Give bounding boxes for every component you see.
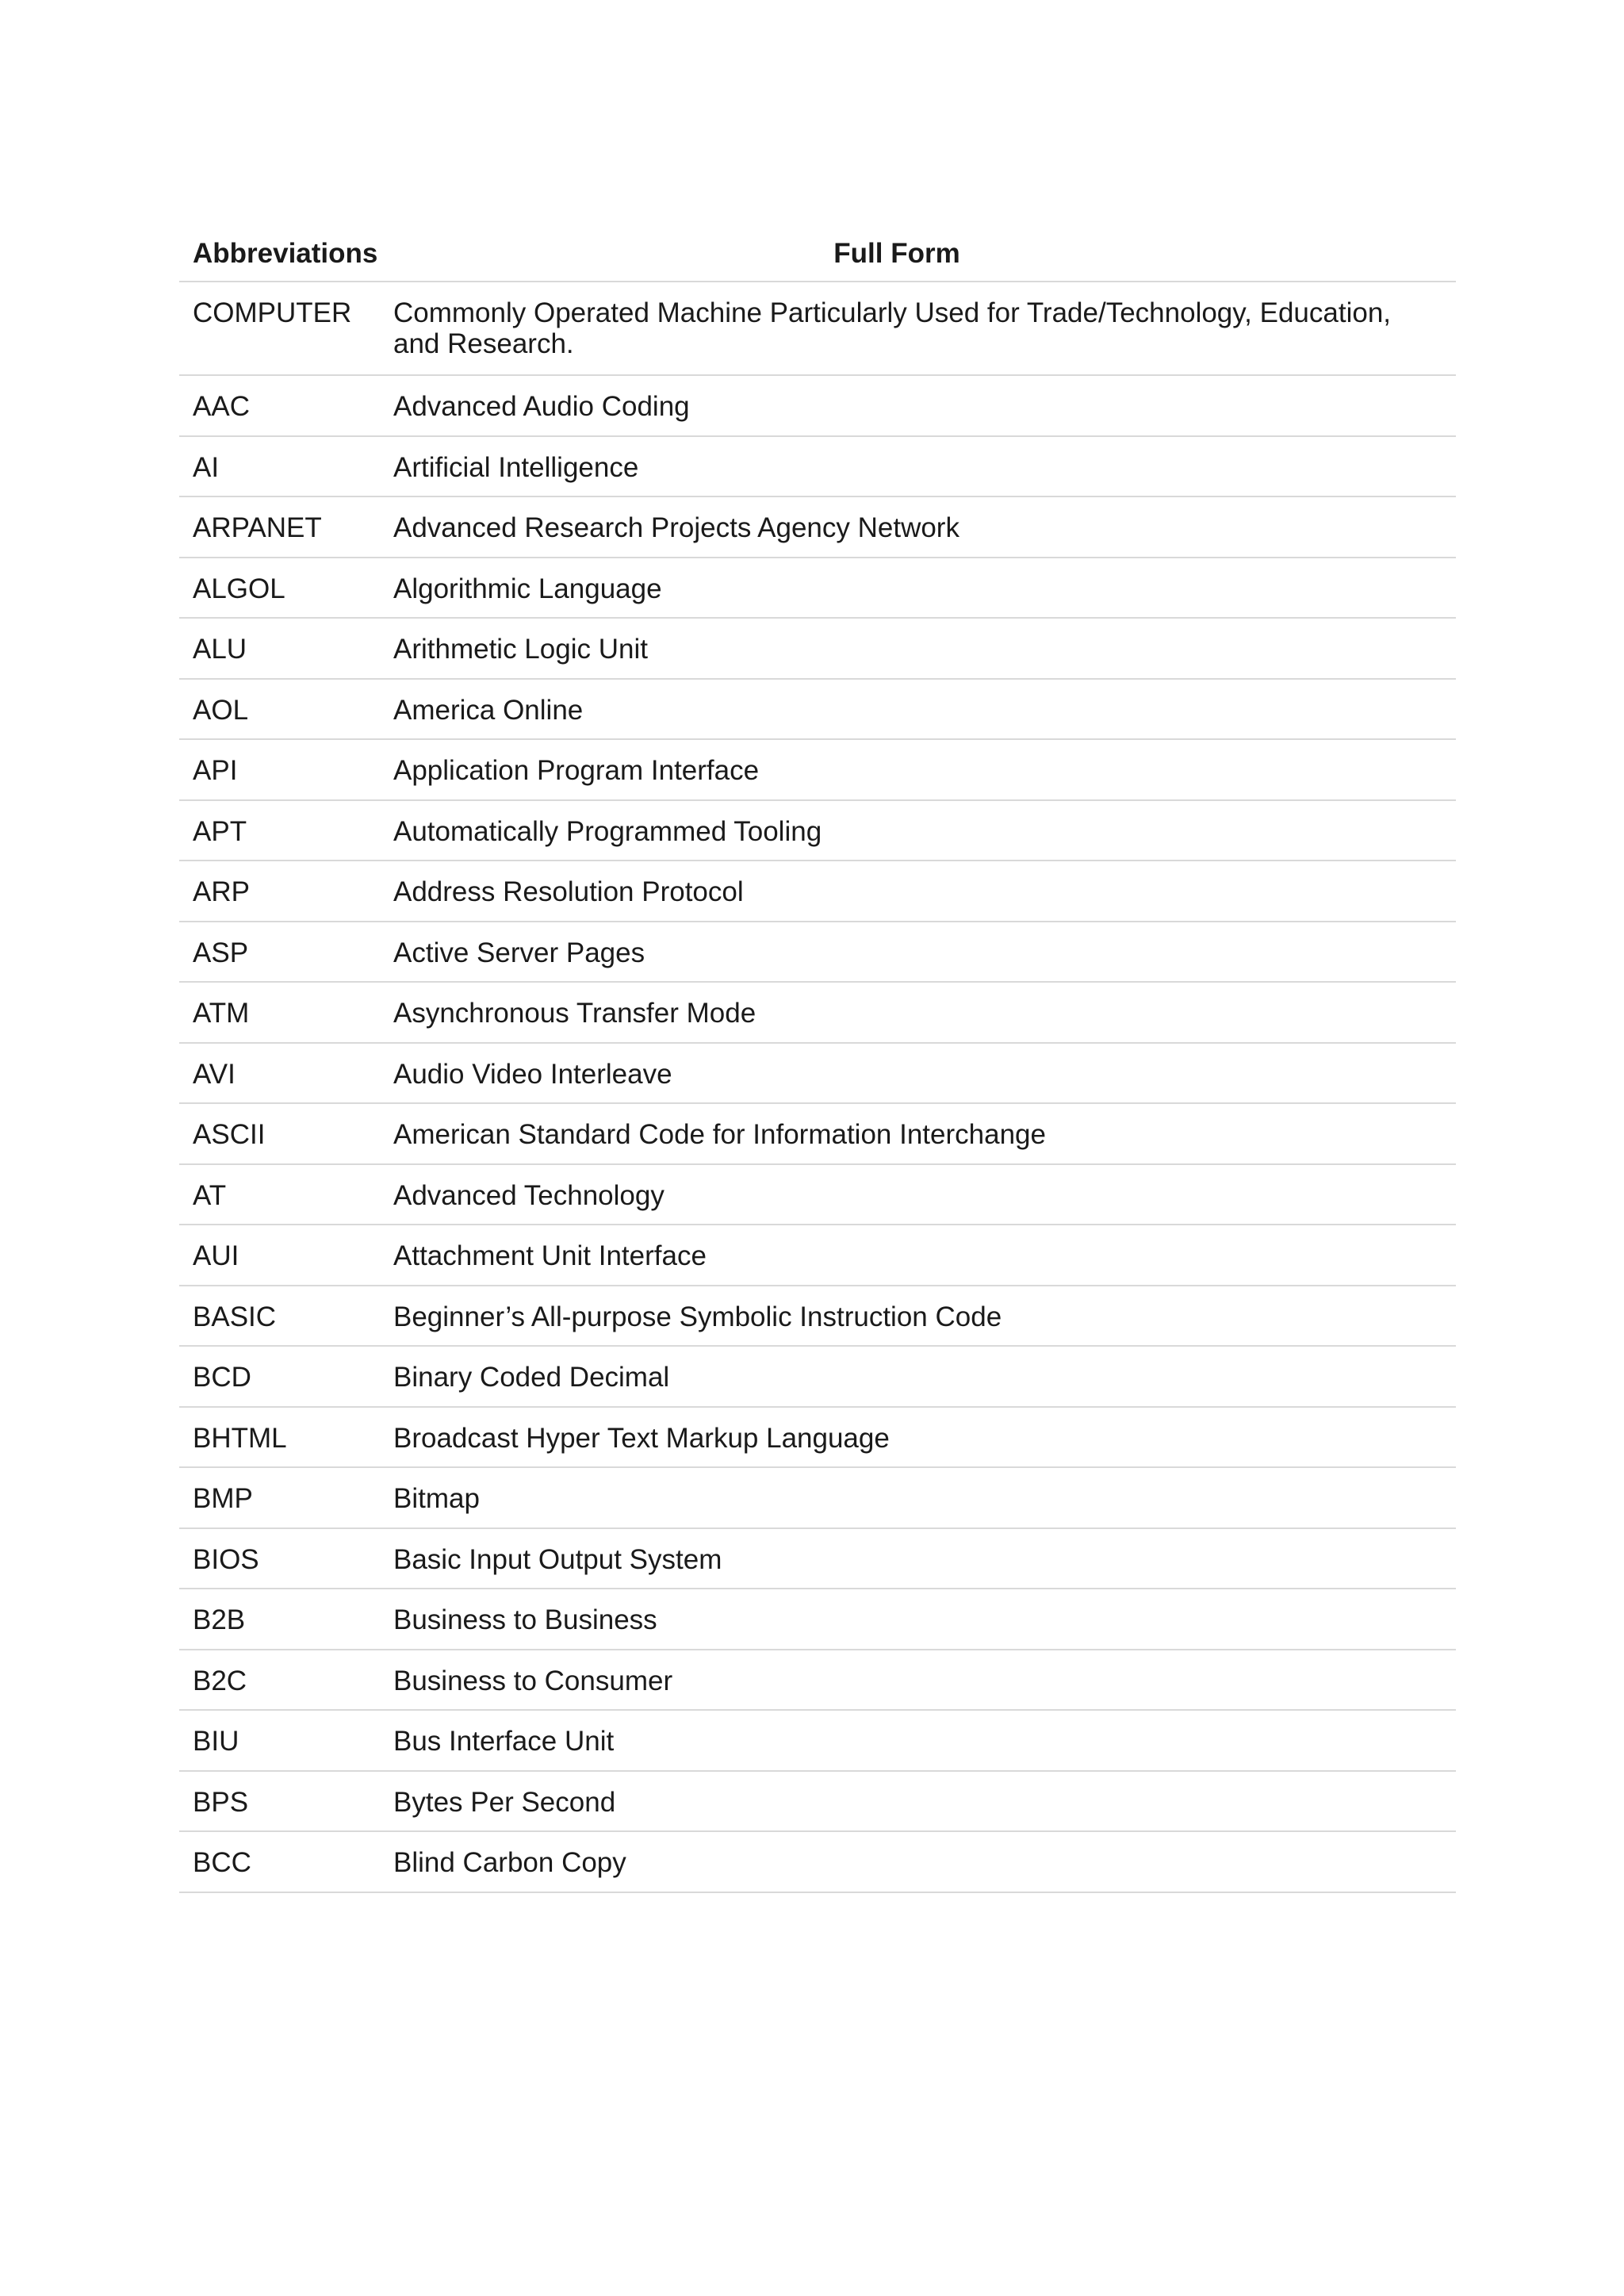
abbreviation-cell: BCD (193, 1362, 251, 1393)
full-form-cell: Business to Consumer (393, 1665, 673, 1696)
full-form-cell: Address Resolution Protocol (393, 876, 744, 907)
table-row (179, 983, 1456, 1044)
table-row (179, 437, 1456, 498)
full-form-cell: American Standard Code for Information Interchange (393, 1119, 1046, 1150)
abbreviation-cell: AVI (193, 1058, 236, 1090)
abbreviation-cell: BCC (193, 1847, 251, 1878)
abbreviation-cell: ATM (193, 998, 250, 1029)
abbreviation-cell: AOL (193, 694, 249, 726)
header-abbreviations: Abbreviations (193, 238, 378, 269)
table-row (179, 619, 1456, 680)
abbreviation-cell: BHTML (193, 1422, 287, 1454)
table-row (179, 376, 1456, 437)
table-row (179, 1711, 1456, 1772)
full-form-cell: Bytes Per Second (393, 1786, 616, 1818)
full-form-cell: Advanced Research Projects Agency Network (393, 512, 959, 543)
full-form-cell: Algorithmic Language (393, 573, 662, 604)
abbreviation-cell: ARPANET (193, 512, 322, 543)
abbreviation-cell: AT (193, 1179, 227, 1211)
full-form-cell: Business to Business (393, 1604, 657, 1635)
full-form-cell: Binary Coded Decimal (393, 1362, 670, 1393)
abbreviation-cell: AAC (193, 391, 250, 422)
abbreviation-cell: APT (193, 815, 247, 847)
full-form-cell: Bus Interface Unit (393, 1726, 615, 1757)
full-form-cell: Blind Carbon Copy (393, 1847, 626, 1878)
full-form-cell: Application Program Interface (393, 755, 760, 786)
full-form-cell: Bitmap (393, 1483, 480, 1514)
abbreviation-cell: API (193, 755, 238, 786)
table-row (179, 1104, 1456, 1165)
abbreviation-cell: ASCII (193, 1119, 266, 1150)
full-form-cell: Arithmetic Logic Unit (393, 634, 648, 665)
table-row (179, 922, 1456, 983)
full-form-cell: Automatically Programmed Tooling (393, 815, 822, 847)
full-form-cell: Asynchronous Transfer Mode (393, 998, 756, 1029)
table-row (179, 1832, 1456, 1893)
abbreviation-cell: ALGOL (193, 573, 285, 604)
table-row (179, 1165, 1456, 1226)
table-header (179, 227, 1456, 282)
table-row (179, 1408, 1456, 1469)
table-row (179, 680, 1456, 741)
abbreviation-cell: ASP (193, 937, 249, 968)
abbreviation-cell: AI (193, 451, 220, 483)
abbreviation-cell: BIU (193, 1726, 239, 1757)
table-row (179, 1225, 1456, 1286)
full-form-cell: Artificial Intelligence (393, 451, 639, 483)
abbreviations-table (179, 227, 1456, 1893)
abbreviation-cell: COMPUTER (193, 297, 352, 328)
table-row (179, 1468, 1456, 1529)
full-form-cell: Basic Input Output System (393, 1543, 722, 1575)
table-row (179, 861, 1456, 922)
full-form-cell: America Online (393, 694, 584, 726)
full-form-cell: Attachment Unit Interface (393, 1240, 707, 1271)
table-row (179, 1529, 1456, 1590)
table-row (179, 740, 1456, 801)
table-row (179, 1044, 1456, 1105)
full-form-cell: Audio Video Interleave (393, 1058, 672, 1090)
full-form-cell: Active Server Pages (393, 937, 645, 968)
abbreviation-cell: B2C (193, 1665, 247, 1696)
table-row (179, 1286, 1456, 1347)
abbreviation-cell: BPS (193, 1786, 249, 1818)
abbreviation-cell: AUI (193, 1240, 239, 1271)
full-form-cell: Advanced Technology (393, 1179, 665, 1211)
abbreviation-cell: BIOS (193, 1543, 259, 1575)
table-row (179, 497, 1456, 558)
table-row (179, 801, 1456, 862)
full-form-cell: Beginner’s All-purpose Symbolic Instruction Code (393, 1301, 1002, 1332)
table-row (179, 282, 1456, 376)
abbreviation-cell: ARP (193, 876, 250, 907)
abbreviation-cell: B2B (193, 1604, 246, 1635)
full-form-cell: Advanced Audio Coding (393, 391, 690, 422)
full-form-cell: Broadcast Hyper Text Markup Language (393, 1422, 890, 1454)
table-row (179, 558, 1456, 619)
full-form-cell: Commonly Operated Machine Particularly Used for Trade/Technology, Education, and Research. (393, 297, 1392, 359)
table-row (179, 1589, 1456, 1650)
table-row (179, 1650, 1456, 1711)
abbreviation-cell: BASIC (193, 1301, 277, 1332)
abbreviation-cell: ALU (193, 634, 247, 665)
table-row (179, 1772, 1456, 1833)
table-row (179, 1347, 1456, 1408)
abbreviation-cell: BMP (193, 1483, 253, 1514)
header-full-form: Full Form (833, 238, 960, 269)
